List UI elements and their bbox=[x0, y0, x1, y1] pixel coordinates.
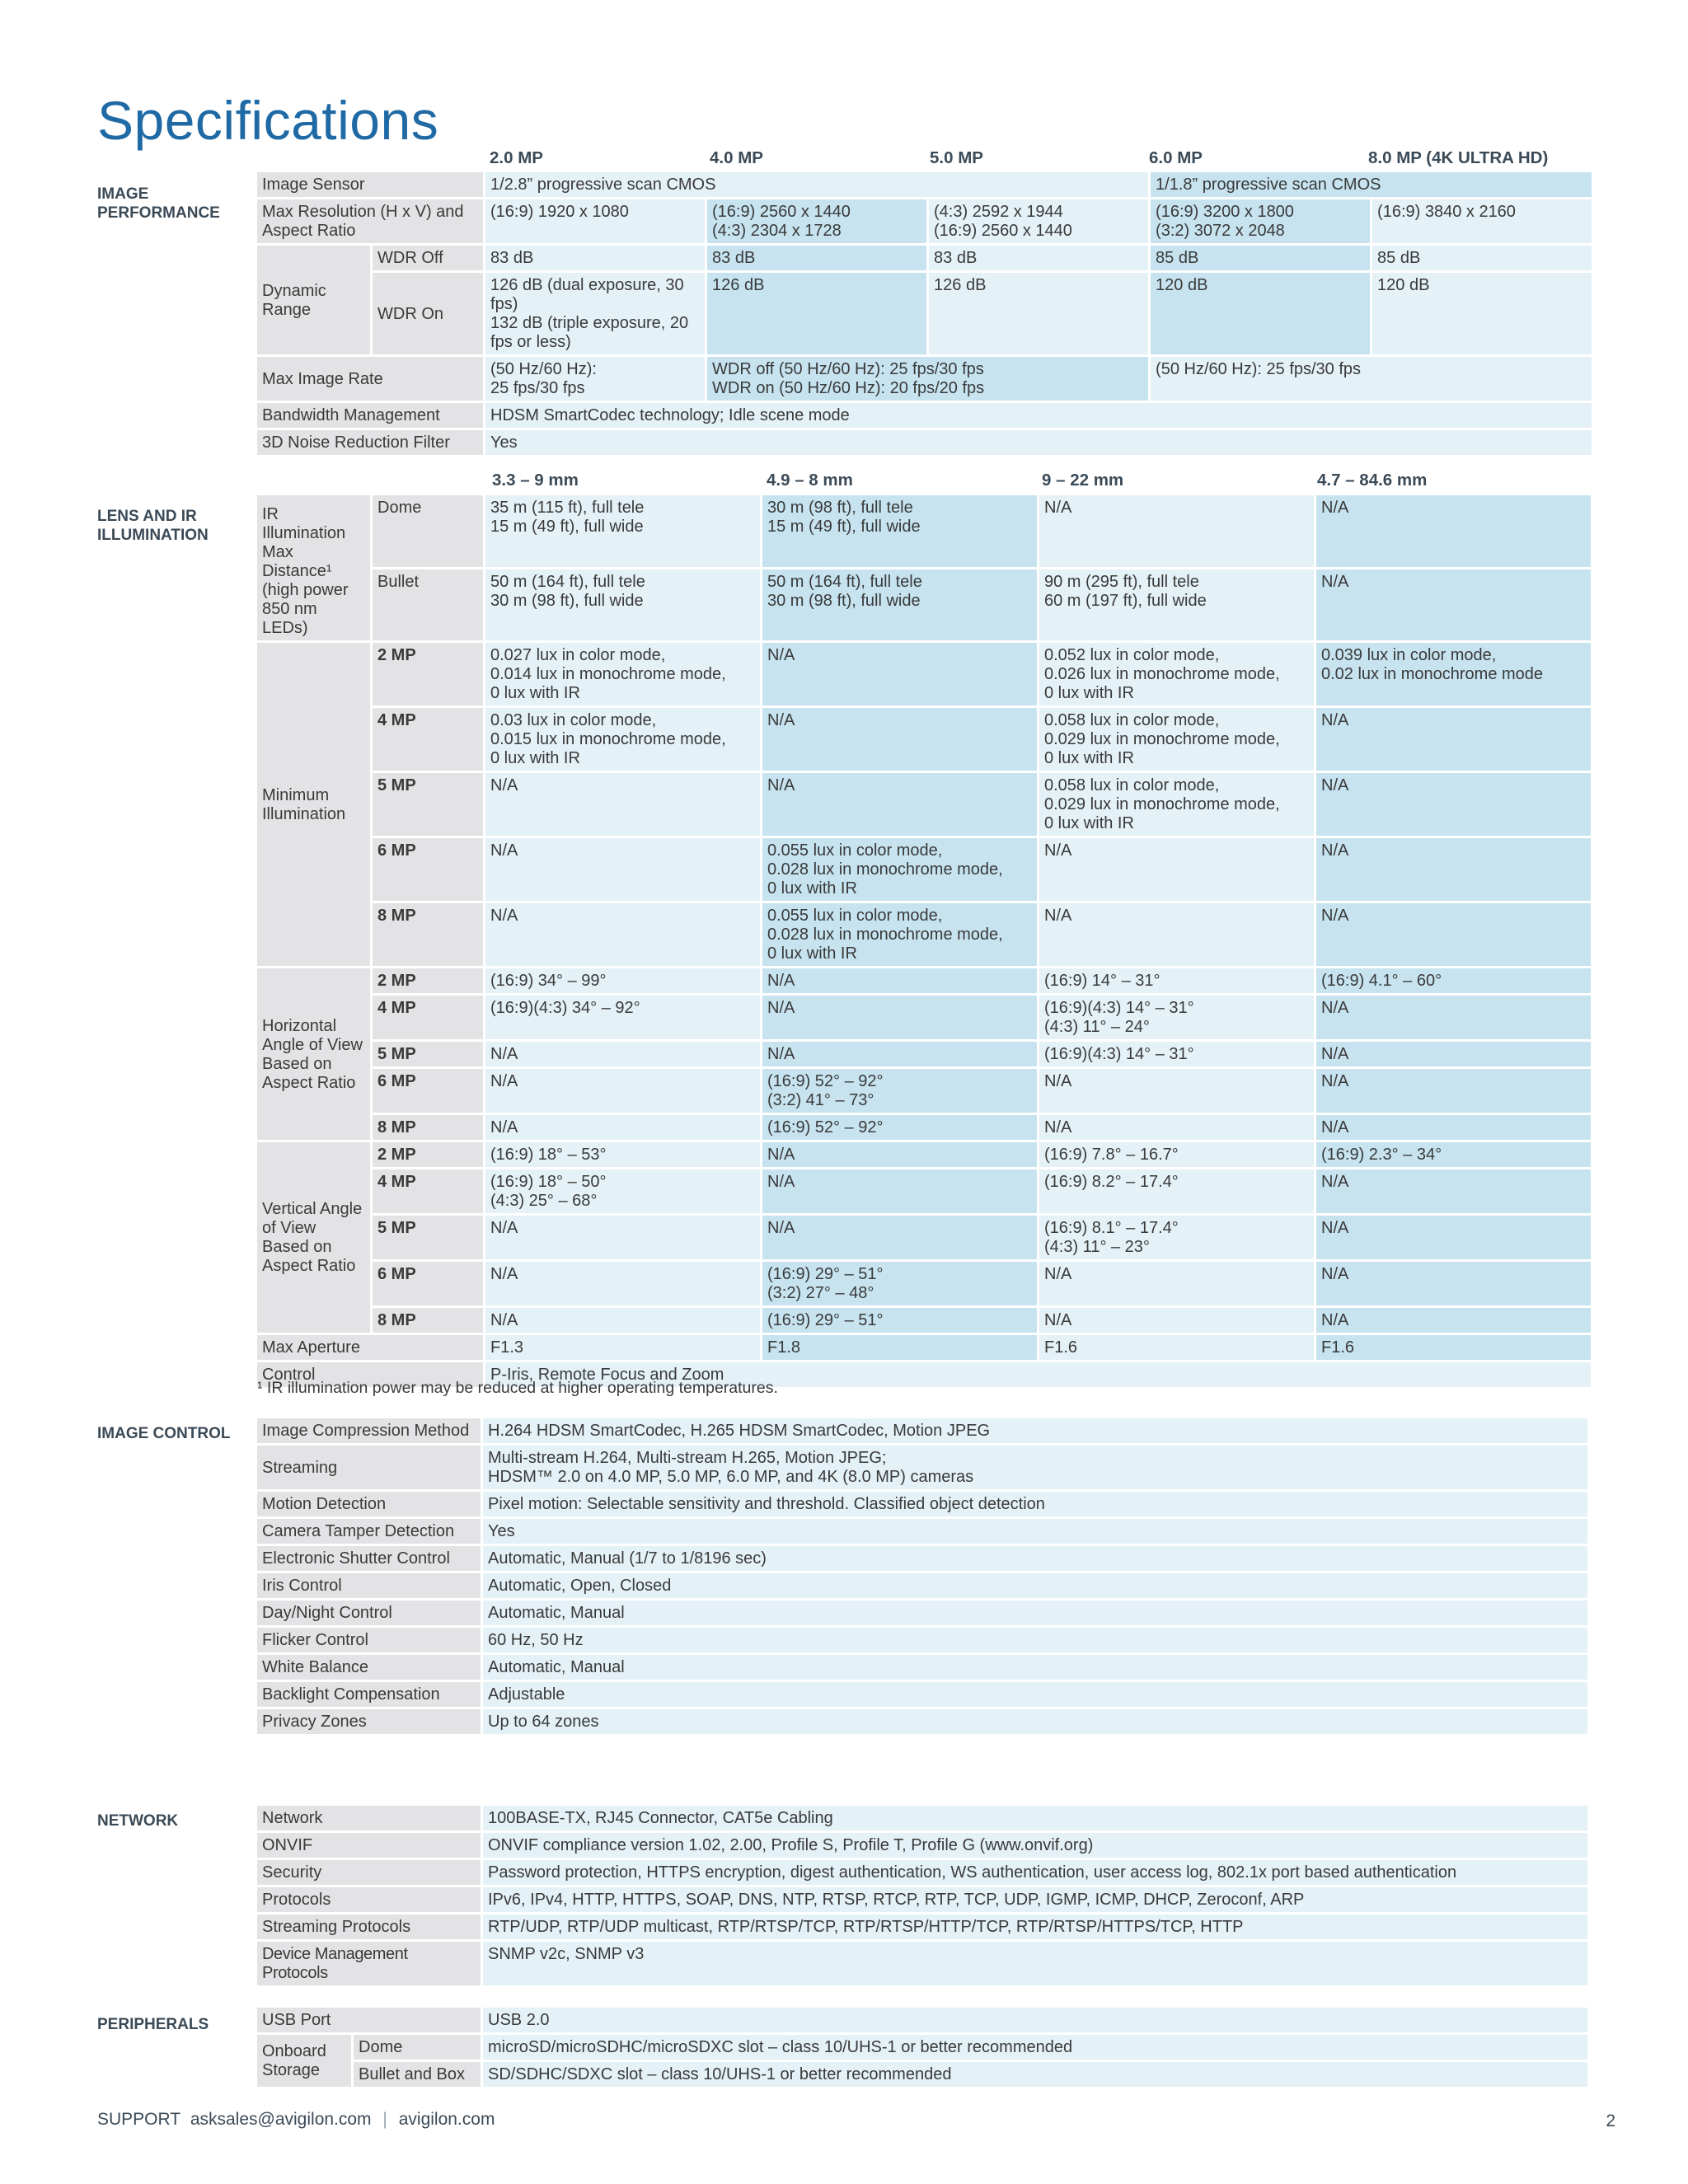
hfov-value: N/A bbox=[1316, 996, 1591, 1039]
aperture-value: F1.3 bbox=[485, 1335, 760, 1360]
vfov-value: (16:9) 7.8° – 16.7° bbox=[1039, 1142, 1314, 1167]
table-row bbox=[257, 246, 1592, 270]
section-image-control: IMAGE CONTROL bbox=[97, 1425, 231, 1442]
row-label-min-illumination: Minimum Illumination bbox=[257, 643, 370, 966]
hfov-value: (16:9) 4.1° – 60° bbox=[1316, 968, 1591, 993]
hfov-value: (16:9)(4:3) 14° – 31° bbox=[1039, 1042, 1314, 1066]
row-value: IPv6, IPv4, HTTP, HTTPS, SOAP, DNS, NTP, RTSP, RTCP, RTP, TCP, UDP, IGMP, ICMP, DHCP, Zeroconf, ARP bbox=[483, 1887, 1587, 1912]
wdr-off-value: 83 dB bbox=[929, 246, 1148, 270]
row-label: Device Management Protocols bbox=[257, 1942, 481, 1985]
vfov-value: N/A bbox=[1316, 1308, 1591, 1333]
table-row bbox=[257, 1519, 1587, 1544]
table-row bbox=[257, 430, 1592, 455]
hfov-value: (16:9) 14° – 31° bbox=[1039, 968, 1314, 993]
column-header-4mp: 4.0 MP bbox=[710, 148, 763, 167]
aperture-value: F1.6 bbox=[1316, 1335, 1591, 1360]
usb-value: USB 2.0 bbox=[483, 2008, 1587, 2032]
lens-header: 4.9 – 8 mm bbox=[767, 471, 853, 490]
vfov-value: (16:9) 29° – 51° bbox=[762, 1308, 1037, 1333]
vfov-value: N/A bbox=[485, 1262, 760, 1305]
row-label: Motion Detection bbox=[257, 1492, 481, 1516]
resolution-value: (16:9) 2560 x 1440 (4:3) 2304 x 1728 bbox=[707, 199, 926, 243]
table-row bbox=[257, 1335, 1591, 1360]
storage-value: SD/SDHC/SDXC slot – class 10/UHS-1 or better recommended bbox=[483, 2062, 1587, 2087]
row-label-image-sensor: Image Sensor bbox=[257, 172, 483, 197]
sub-label: Bullet and Box bbox=[354, 2062, 481, 2087]
row-value: H.264 HDSM SmartCodec, H.265 HDSM SmartCodec, Motion JPEG bbox=[483, 1418, 1587, 1443]
vfov-value: N/A bbox=[485, 1308, 760, 1333]
column-header-2mp: 2.0 MP bbox=[490, 148, 543, 167]
row-value: Pixel motion: Selectable sensitivity and threshold. Classified object detection bbox=[483, 1492, 1587, 1516]
lens-header: 9 – 22 mm bbox=[1042, 471, 1124, 490]
image-performance-table bbox=[255, 170, 1594, 457]
page-number: 2 bbox=[1606, 2111, 1615, 2130]
vfov-value: (16:9) 18° – 53° bbox=[485, 1142, 760, 1167]
image-sensor-value: 1/2.8” progressive scan CMOS bbox=[485, 172, 1148, 197]
table-row bbox=[257, 1915, 1587, 1939]
aperture-value: F1.8 bbox=[762, 1335, 1037, 1360]
lens-header: 3.3 – 9 mm bbox=[492, 471, 579, 490]
table-row bbox=[257, 1887, 1587, 1912]
illum-value: 0.055 lux in color mode, 0.028 lux in monochrome mode, 0 lux with IR bbox=[762, 903, 1037, 966]
page-title: Specifications bbox=[97, 90, 439, 151]
sub-label-wdr-on: WDR On bbox=[373, 273, 483, 354]
row-label: ONVIF bbox=[257, 1833, 481, 1858]
bandwidth-value: HDSM SmartCodec technology; Idle scene mode bbox=[485, 403, 1592, 428]
vfov-value: N/A bbox=[1316, 1169, 1591, 1213]
table-row bbox=[257, 1833, 1587, 1858]
sub-label: 2 MP bbox=[373, 643, 483, 705]
illum-value: 0.03 lux in color mode, 0.015 lux in monochrome mode, 0 lux with IR bbox=[485, 708, 760, 771]
website-link[interactable]: avigilon.com bbox=[398, 2110, 495, 2129]
section-lens: LENS AND IR ILLUMINATION bbox=[97, 508, 209, 544]
column-header-6mp: 6.0 MP bbox=[1149, 148, 1203, 167]
sub-label: Dome bbox=[354, 2035, 481, 2060]
illum-value: N/A bbox=[762, 773, 1037, 836]
sub-label: 8 MP bbox=[373, 903, 483, 966]
table-row bbox=[257, 1492, 1587, 1516]
sub-label: 2 MP bbox=[373, 968, 483, 993]
table-row bbox=[257, 1308, 1591, 1333]
row-label: Security bbox=[257, 1860, 481, 1885]
illum-value: N/A bbox=[1039, 903, 1314, 966]
row-value: RTP/UDP, RTP/UDP multicast, RTP/RTSP/TCP, RTP/RTSP/HTTP/TCP, RTP/RTSP/HTTPS/TCP, HTTP bbox=[483, 1915, 1587, 1939]
wdr-on-value: 120 dB bbox=[1372, 273, 1592, 354]
vfov-value: N/A bbox=[762, 1169, 1037, 1213]
illum-value: N/A bbox=[1316, 903, 1591, 966]
table-row bbox=[257, 199, 1592, 243]
noise-reduction-value: Yes bbox=[485, 430, 1592, 455]
illum-value: 0.027 lux in color mode, 0.014 lux in monochrome mode, 0 lux with IR bbox=[485, 643, 760, 705]
section-image-performance: IMAGE PERFORMANCE bbox=[97, 185, 220, 222]
table-row bbox=[257, 1682, 1587, 1707]
table-row bbox=[257, 903, 1591, 966]
illum-value: N/A bbox=[485, 903, 760, 966]
row-label-onboard-storage: Onboard Storage bbox=[257, 2035, 351, 2087]
illum-value: N/A bbox=[485, 838, 760, 901]
wdr-on-value: 120 dB bbox=[1151, 273, 1370, 354]
ir-value: N/A bbox=[1316, 495, 1591, 567]
row-label: Day/Night Control bbox=[257, 1601, 481, 1625]
image-rate-value: WDR off (50 Hz/60 Hz): 25 fps/30 fps WDR on (50 Hz/60 Hz): 20 fps/20 fps bbox=[707, 357, 1148, 401]
table-row bbox=[257, 1546, 1587, 1571]
wdr-off-value: 85 dB bbox=[1151, 246, 1370, 270]
illum-value: N/A bbox=[762, 643, 1037, 705]
table-row bbox=[257, 1216, 1591, 1259]
section-network: NETWORK bbox=[97, 1812, 179, 1830]
sub-label: 6 MP bbox=[373, 838, 483, 901]
storage-value: microSD/microSDHC/microSDXC slot – class 10/UHS-1 or better recommended bbox=[483, 2035, 1587, 2060]
sub-label: 6 MP bbox=[373, 1262, 483, 1305]
wdr-off-value: 83 dB bbox=[707, 246, 926, 270]
hfov-value: N/A bbox=[1039, 1069, 1314, 1113]
row-label: Streaming bbox=[257, 1446, 481, 1489]
hfov-value: (16:9)(4:3) 14° – 31° (4:3) 11° – 24° bbox=[1039, 996, 1314, 1039]
ir-value: 50 m (164 ft), full tele 30 m (98 ft), full wide bbox=[485, 569, 760, 641]
table-row bbox=[257, 773, 1591, 836]
table-row bbox=[257, 1628, 1587, 1652]
support-footer bbox=[97, 2110, 495, 2130]
ir-value: N/A bbox=[1316, 569, 1591, 641]
control-value: P-Iris, Remote Focus and Zoom bbox=[485, 1362, 1591, 1387]
row-label-usb: USB Port bbox=[257, 2008, 481, 2032]
ir-value: N/A bbox=[1039, 495, 1314, 567]
resolution-value: (16:9) 3840 x 2160 bbox=[1372, 199, 1592, 243]
table-row bbox=[257, 1446, 1587, 1489]
table-row bbox=[257, 403, 1592, 428]
vfov-value: (16:9) 8.2° – 17.4° bbox=[1039, 1169, 1314, 1213]
lens-table bbox=[255, 493, 1593, 1390]
hfov-value: N/A bbox=[485, 1042, 760, 1066]
table-row bbox=[257, 643, 1591, 705]
row-label-max-resolution: Max Resolution (H x V) and Aspect Ratio bbox=[257, 199, 483, 243]
hfov-value: N/A bbox=[485, 1069, 760, 1113]
row-value: ONVIF compliance version 1.02, 2.00, Profile S, Profile T, Profile G (www.onvif.org) bbox=[483, 1833, 1587, 1858]
wdr-on-value: 126 dB (dual exposure, 30 fps) 132 dB (triple exposure, 20 fps or less) bbox=[485, 273, 705, 354]
footer-separator: | bbox=[382, 2110, 387, 2129]
table-row bbox=[257, 172, 1592, 197]
row-value: 100BASE-TX, RJ45 Connector, CAT5e Cabling bbox=[483, 1806, 1587, 1830]
sub-label: 5 MP bbox=[373, 1216, 483, 1259]
row-label: Protocols bbox=[257, 1887, 481, 1912]
vfov-value: N/A bbox=[1039, 1262, 1314, 1305]
sub-label: 4 MP bbox=[373, 996, 483, 1039]
vfov-value: N/A bbox=[762, 1142, 1037, 1167]
row-value: Automatic, Manual bbox=[483, 1655, 1587, 1680]
sub-label: Dome bbox=[373, 495, 483, 567]
row-label: Flicker Control bbox=[257, 1628, 481, 1652]
table-row bbox=[257, 1655, 1587, 1680]
row-label-horizontal-angle: Horizontal Angle of View Based on Aspect Ratio bbox=[257, 968, 370, 1140]
vfov-value: (16:9) 2.3° – 34° bbox=[1316, 1142, 1591, 1167]
illum-value: N/A bbox=[762, 708, 1037, 771]
sub-label: 4 MP bbox=[373, 708, 483, 771]
wdr-on-value: 126 dB bbox=[929, 273, 1148, 354]
table-row bbox=[257, 2062, 1587, 2087]
table-row bbox=[257, 569, 1591, 641]
row-value: SNMP v2c, SNMP v3 bbox=[483, 1942, 1587, 1985]
illum-value: N/A bbox=[1039, 838, 1314, 901]
table-row bbox=[257, 996, 1591, 1039]
illum-value: N/A bbox=[1316, 773, 1591, 836]
aperture-value: F1.6 bbox=[1039, 1335, 1314, 1360]
column-header-8mp: 8.0 MP (4K ULTRA HD) bbox=[1368, 148, 1549, 167]
vfov-value: N/A bbox=[762, 1216, 1037, 1259]
image-rate-value: (50 Hz/60 Hz): 25 fps/30 fps bbox=[485, 357, 705, 401]
row-value: Up to 64 zones bbox=[483, 1709, 1587, 1734]
hfov-value: N/A bbox=[762, 996, 1037, 1039]
sub-label: 2 MP bbox=[373, 1142, 483, 1167]
table-row bbox=[257, 1709, 1587, 1734]
vfov-value: N/A bbox=[1039, 1308, 1314, 1333]
table-row bbox=[257, 1860, 1587, 1885]
image-control-table bbox=[255, 1416, 1590, 1736]
table-row bbox=[257, 968, 1591, 993]
table-row bbox=[257, 1115, 1591, 1140]
sub-label-wdr-off: WDR Off bbox=[373, 246, 483, 270]
table-row bbox=[257, 1418, 1587, 1443]
table-row bbox=[257, 1069, 1591, 1113]
row-value: Automatic, Manual bbox=[483, 1601, 1587, 1625]
resolution-value: (4:3) 2592 x 1944 (16:9) 2560 x 1440 bbox=[929, 199, 1148, 243]
hfov-value: N/A bbox=[1316, 1115, 1591, 1140]
sub-label: 4 MP bbox=[373, 1169, 483, 1213]
ir-value: 90 m (295 ft), full tele 60 m (197 ft), full wide bbox=[1039, 569, 1314, 641]
vfov-value: N/A bbox=[485, 1216, 760, 1259]
sub-label: Bullet bbox=[373, 569, 483, 641]
hfov-value: (16:9) 52° – 92° (3:2) 41° – 73° bbox=[762, 1069, 1037, 1113]
hfov-value: (16:9) 52° – 92° bbox=[762, 1115, 1037, 1140]
ir-value: 50 m (164 ft), full tele 30 m (98 ft), full wide bbox=[762, 569, 1037, 641]
vfov-value: (16:9) 29° – 51° (3:2) 27° – 48° bbox=[762, 1262, 1037, 1305]
table-row bbox=[257, 2035, 1587, 2060]
row-label: Image Compression Method bbox=[257, 1418, 481, 1443]
illum-value: N/A bbox=[1316, 838, 1591, 901]
vfov-value: (16:9) 18° – 50° (4:3) 25° – 68° bbox=[485, 1169, 760, 1213]
illum-value: N/A bbox=[485, 773, 760, 836]
row-label: Privacy Zones bbox=[257, 1709, 481, 1734]
row-label: Camera Tamper Detection bbox=[257, 1519, 481, 1544]
sub-label: 8 MP bbox=[373, 1308, 483, 1333]
table-row bbox=[257, 1042, 1591, 1066]
row-value: Automatic, Manual (1/7 to 1/8196 sec) bbox=[483, 1546, 1587, 1571]
row-label-dynamic-range: Dynamic Range bbox=[257, 246, 370, 354]
row-label-noise-reduction: 3D Noise Reduction Filter bbox=[257, 430, 483, 455]
support-label: SUPPORT bbox=[97, 2110, 181, 2129]
row-label: White Balance bbox=[257, 1655, 481, 1680]
resolution-value: (16:9) 1920 x 1080 bbox=[485, 199, 705, 243]
row-label-max-image-rate: Max Image Rate bbox=[257, 357, 483, 401]
illum-value: 0.039 lux in color mode, 0.02 lux in monochrome mode bbox=[1316, 643, 1591, 705]
table-row bbox=[257, 1262, 1591, 1305]
vfov-value: (16:9) 8.1° – 17.4° (4:3) 11° – 23° bbox=[1039, 1216, 1314, 1259]
table-row bbox=[257, 1942, 1587, 1985]
row-label: Electronic Shutter Control bbox=[257, 1546, 481, 1571]
table-row bbox=[257, 1142, 1591, 1167]
network-table bbox=[255, 1803, 1590, 1988]
row-value: Yes bbox=[483, 1519, 1587, 1544]
hfov-value: N/A bbox=[1039, 1115, 1314, 1140]
row-label: Streaming Protocols bbox=[257, 1915, 481, 1939]
hfov-value: N/A bbox=[762, 968, 1037, 993]
illum-value: 0.052 lux in color mode, 0.026 lux in monochrome mode, 0 lux with IR bbox=[1039, 643, 1314, 705]
row-label-max-aperture: Max Aperture bbox=[257, 1335, 483, 1360]
row-label-bandwidth: Bandwidth Management bbox=[257, 403, 483, 428]
sub-label: 6 MP bbox=[373, 1069, 483, 1113]
peripherals-table bbox=[255, 2005, 1590, 2089]
row-label: Network bbox=[257, 1806, 481, 1830]
row-label: Backlight Compensation bbox=[257, 1682, 481, 1707]
support-email-link[interactable]: asksales@avigilon.com bbox=[190, 2110, 372, 2129]
table-row bbox=[257, 838, 1591, 901]
table-row bbox=[257, 708, 1591, 771]
hfov-value: N/A bbox=[1316, 1042, 1591, 1066]
row-label-vertical-angle: Vertical Angle of View Based on Aspect Ratio bbox=[257, 1142, 370, 1333]
vfov-value: N/A bbox=[1316, 1216, 1591, 1259]
ir-value: 35 m (115 ft), full tele 15 m (49 ft), full wide bbox=[485, 495, 760, 567]
wdr-off-value: 83 dB bbox=[485, 246, 705, 270]
sub-label: 5 MP bbox=[373, 1042, 483, 1066]
table-row bbox=[257, 273, 1592, 354]
illum-value: 0.058 lux in color mode, 0.029 lux in monochrome mode, 0 lux with IR bbox=[1039, 773, 1314, 836]
wdr-off-value: 85 dB bbox=[1372, 246, 1592, 270]
table-row bbox=[257, 357, 1592, 401]
table-row bbox=[257, 2008, 1587, 2032]
lens-header: 4.7 – 84.6 mm bbox=[1317, 471, 1428, 490]
column-header-5mp: 5.0 MP bbox=[930, 148, 983, 167]
row-label-ir-distance: IR Illumination Max Distance¹ (high power 850 nm LEDs) bbox=[257, 495, 370, 640]
ir-value: 30 m (98 ft), full tele 15 m (49 ft), full wide bbox=[762, 495, 1037, 567]
image-sensor-value: 1/1.8” progressive scan CMOS bbox=[1151, 172, 1592, 197]
hfov-value: (16:9)(4:3) 34° – 92° bbox=[485, 996, 760, 1039]
illum-value: 0.055 lux in color mode, 0.028 lux in monochrome mode, 0 lux with IR bbox=[762, 838, 1037, 901]
illum-value: N/A bbox=[1316, 708, 1591, 771]
row-value: Automatic, Open, Closed bbox=[483, 1573, 1587, 1598]
row-value: 60 Hz, 50 Hz bbox=[483, 1628, 1587, 1652]
hfov-value: (16:9) 34° – 99° bbox=[485, 968, 760, 993]
vfov-value: N/A bbox=[1316, 1262, 1591, 1305]
table-row bbox=[257, 495, 1591, 567]
hfov-value: N/A bbox=[1316, 1069, 1591, 1113]
resolution-value: (16:9) 3200 x 1800 (3:2) 3072 x 2048 bbox=[1151, 199, 1370, 243]
hfov-value: N/A bbox=[485, 1115, 760, 1140]
wdr-on-value: 126 dB bbox=[707, 273, 926, 354]
hfov-value: N/A bbox=[762, 1042, 1037, 1066]
row-value: Multi-stream H.264, Multi-stream H.265, Motion JPEG; HDSM™ 2.0 on 4.0 MP, 5.0 MP, 6.0 MP, and 4K (8.0 MP) cameras bbox=[483, 1446, 1587, 1489]
footnote: ¹ IR illumination power may be reduced at higher operating temperatures. bbox=[257, 1379, 778, 1397]
table-row bbox=[257, 1573, 1587, 1598]
row-value: Adjustable bbox=[483, 1682, 1587, 1707]
row-label-control: Control bbox=[257, 1362, 483, 1387]
section-peripherals: PERIPHERALS bbox=[97, 2016, 209, 2033]
image-rate-value: (50 Hz/60 Hz): 25 fps/30 fps bbox=[1151, 357, 1592, 401]
table-row bbox=[257, 1169, 1591, 1213]
table-row bbox=[257, 1601, 1587, 1625]
sub-label: 8 MP bbox=[373, 1115, 483, 1140]
sub-label: 5 MP bbox=[373, 773, 483, 836]
table-row bbox=[257, 1806, 1587, 1830]
row-label: Iris Control bbox=[257, 1573, 481, 1598]
row-value: Password protection, HTTPS encryption, digest authentication, WS authentication, user access log, 802.1x port based authentication bbox=[483, 1860, 1587, 1885]
illum-value: 0.058 lux in color mode, 0.029 lux in monochrome mode, 0 lux with IR bbox=[1039, 708, 1314, 771]
